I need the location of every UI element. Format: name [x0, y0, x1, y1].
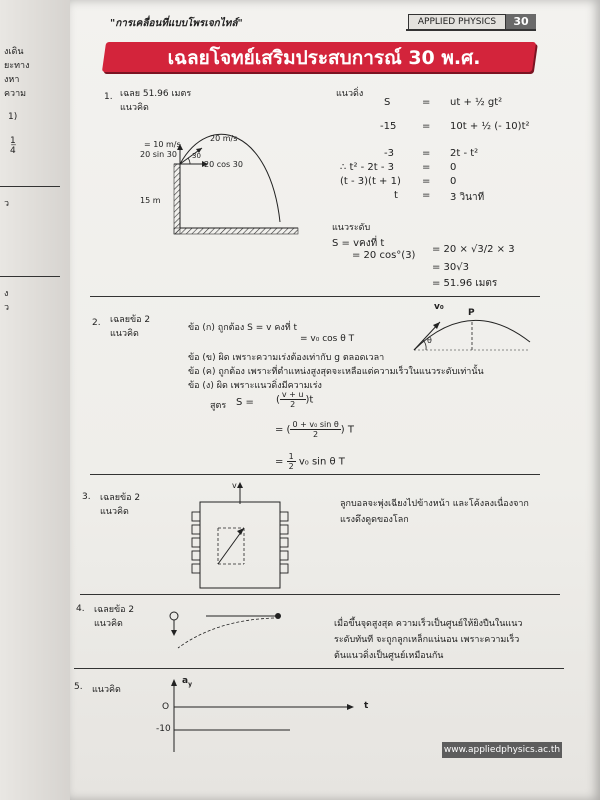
q5-tick: -10 — [156, 724, 171, 734]
q1-eq-left: t — [394, 190, 398, 201]
q1-eq-left: (t - 3)(t + 1) — [340, 176, 401, 187]
q3-cart-figure — [186, 478, 296, 592]
left-fragment: ว — [4, 303, 10, 313]
q1-eq-right: 3 วินาที — [450, 192, 485, 203]
document-page — [70, 0, 600, 800]
q2-answer: เฉลยข้อ 2 — [110, 315, 151, 325]
q2-method: แนวคิด — [110, 329, 139, 339]
q2-f3-tail: v₀ sin θ T — [298, 456, 345, 468]
left-fragment: ความ — [4, 89, 27, 99]
q5-axis-t: t — [364, 701, 369, 711]
left-fragment: งหา — [4, 75, 20, 85]
q3-answer: เฉลยข้อ 2 — [100, 493, 141, 503]
left-fragment: ว — [4, 199, 10, 209]
q2-fig-v0: v₀ — [434, 302, 444, 312]
q1-eq-op: = — [422, 97, 431, 108]
q1-horizontal-heading: แนวระดับ — [332, 223, 371, 233]
left-fragment: ยะทาง — [4, 61, 30, 71]
q5-number: 5. — [74, 682, 83, 692]
q2-formula2: = ( $\frac{\text{0 + v₀ sin θ}}{2}$ ) T — [275, 420, 354, 439]
left-divider — [0, 186, 60, 187]
q1-eq-right: 10t + ½ (- 10)t² — [450, 121, 530, 132]
q1-eq-left: ∴ t² - 2t - 3 — [340, 162, 395, 173]
q2-formula1: ( $\frac{v + u}{2}$ )t — [276, 390, 314, 409]
q2-line4: ข้อ (ค) ถูกต้อง เพราะที่ตำแหน่งสูงสุดจะเหลือแต่ความเร็วในแนวระดับเท่านั้น — [188, 367, 484, 377]
q1-eq-right: ut + ½ gt² — [450, 97, 503, 108]
q3-fig-v: v — [232, 481, 237, 490]
q1-number: 1. — [104, 92, 113, 102]
q1-eq-op: = — [422, 190, 431, 201]
q1-eq-op: = — [422, 148, 431, 159]
left-fragment: 4 — [10, 146, 16, 156]
q2-f1-left: S = — [236, 397, 254, 408]
header-rule — [406, 29, 536, 31]
left-fragment: ง — [4, 289, 9, 299]
q4-answer: เฉลยข้อ 2 — [94, 605, 135, 615]
q1-h-eq2: = 20 cos°(3) — [352, 250, 416, 261]
q2-f3-num: 1 — [288, 452, 294, 461]
q1-fig-angle: 30 — [192, 152, 201, 160]
q1-vertical-heading: แนวดิ่ง — [336, 89, 364, 99]
q1-eq-op: = — [422, 162, 431, 173]
q1-h-eq5: = 51.96 เมตร — [432, 278, 498, 289]
q2-formula-label: สูตร — [210, 401, 227, 411]
q1-eq-right: 0 — [450, 176, 457, 187]
q3-text1: ลูกบอลจะพุ่งเฉียงไปข้างหน้า และโค้งลงเนื่องจาก — [340, 499, 529, 509]
q2-formula3: = $\frac{1}{2}$ v₀ sin θ T — [275, 452, 345, 471]
q1-eq-right: 0 — [450, 162, 457, 173]
q2-fig-theta: θ — [427, 336, 432, 345]
q1-method: แนวคิด — [120, 103, 149, 113]
q1-fig-vx: 20 cos 30 — [204, 160, 243, 169]
q2-line3: ข้อ (ข) ผิด เพราะความเร่งต้องเท่ากับ g ตลอดเวลา — [188, 353, 385, 363]
footer-url: www.appliedphysics.ac.th — [442, 742, 562, 758]
header-subject: APPLIED PHYSICS — [408, 14, 506, 31]
q2-f2-den: 2 — [313, 430, 319, 439]
q2-line1: ข้อ (ก) ถูกต้อง S = v คงที่ t — [188, 323, 298, 333]
q5-origin: O — [162, 702, 170, 712]
banner-title: เฉลยโจทย์เสริมประสบการณ์ 30 พ.ศ. — [167, 47, 481, 69]
q2-f1-tail: t — [309, 394, 314, 406]
q1-answer: เฉลย 51.96 เมตร — [120, 89, 192, 99]
q2-number: 2. — [92, 318, 101, 328]
q2-line5: ข้อ (ง) ผิด เพราะแนวดิ่งมีความเร่ง — [188, 381, 322, 391]
section-divider — [90, 296, 540, 297]
q1-h-eq4: = 30√3 — [432, 262, 470, 273]
q1-fig-h: 15 m — [140, 196, 161, 205]
left-fragment: 1̲ — [10, 136, 16, 146]
q5-axis-y — [182, 676, 192, 688]
q2-fig-p: P — [468, 308, 475, 318]
q2-f1-den: 2 — [290, 400, 296, 409]
q3-number: 3. — [82, 492, 91, 502]
left-divider — [0, 276, 60, 277]
header-tagline: "การเคลื่อนที่แบบโพรเจกไทล์" — [110, 18, 243, 29]
q1-fig-v: = 10 m/s — [144, 140, 181, 149]
q1-fig-20: 20 m/s — [210, 134, 238, 143]
q1-eq-right: 2t - t² — [450, 148, 479, 159]
q2-f2-tail: T — [347, 424, 354, 436]
q1-eq-left: -15 — [380, 121, 397, 132]
q1-eq-left: -3 — [384, 148, 394, 159]
q1-eq-op: = — [422, 176, 431, 187]
q4-method: แนวคิด — [94, 619, 123, 629]
q1-eq-op: = — [422, 121, 431, 132]
q4-gun-figure — [166, 606, 296, 656]
q4-text1: เมื่อขึ้นจุดสูงสุด ความเร็วเป็นศูนย์ให้ยิงปืนในแนว — [334, 619, 523, 629]
q4-text2: ระดับทันที จะถูกลูกเหล็กแน่นอน เพราะความเร็ว — [334, 635, 520, 645]
q3-text2: แรงดึงดูดของโลก — [340, 515, 409, 525]
q5-axis-y-sub: y — [188, 680, 192, 688]
section-divider — [80, 594, 560, 595]
q2-line2: = v₀ cos θ T — [300, 334, 355, 344]
q4-text3: ต้นแนวดิ่งเป็นศูนย์เหมือนกัน — [334, 651, 444, 661]
q2-trajectory-figure — [410, 300, 540, 360]
section-divider — [90, 474, 540, 475]
left-page — [0, 0, 70, 800]
q2-f1-num: v + u — [281, 390, 304, 399]
q4-number: 4. — [76, 604, 85, 614]
q5-acceleration-graph — [160, 676, 360, 756]
q5-method: แนวคิด — [92, 685, 121, 695]
q1-fig-vy: 20 sin 30 — [140, 150, 177, 159]
q3-method: แนวคิด — [100, 507, 129, 517]
left-fragment: 1) — [8, 112, 18, 122]
q1-eq-left: S — [384, 97, 391, 108]
q1-h-eq1: S = vคงที่ t — [332, 238, 385, 249]
left-fragment: งเดิน — [4, 47, 24, 57]
q1-h-eq3: = 20 × √3/2 × 3 — [432, 244, 515, 255]
page-number: 30 — [506, 14, 536, 29]
section-divider — [74, 668, 564, 669]
q5-axis-y-label: a — [182, 676, 189, 686]
q2-f3-den: 2 — [288, 462, 294, 471]
q2-f2-num: 0 + v₀ sin θ — [292, 420, 339, 429]
